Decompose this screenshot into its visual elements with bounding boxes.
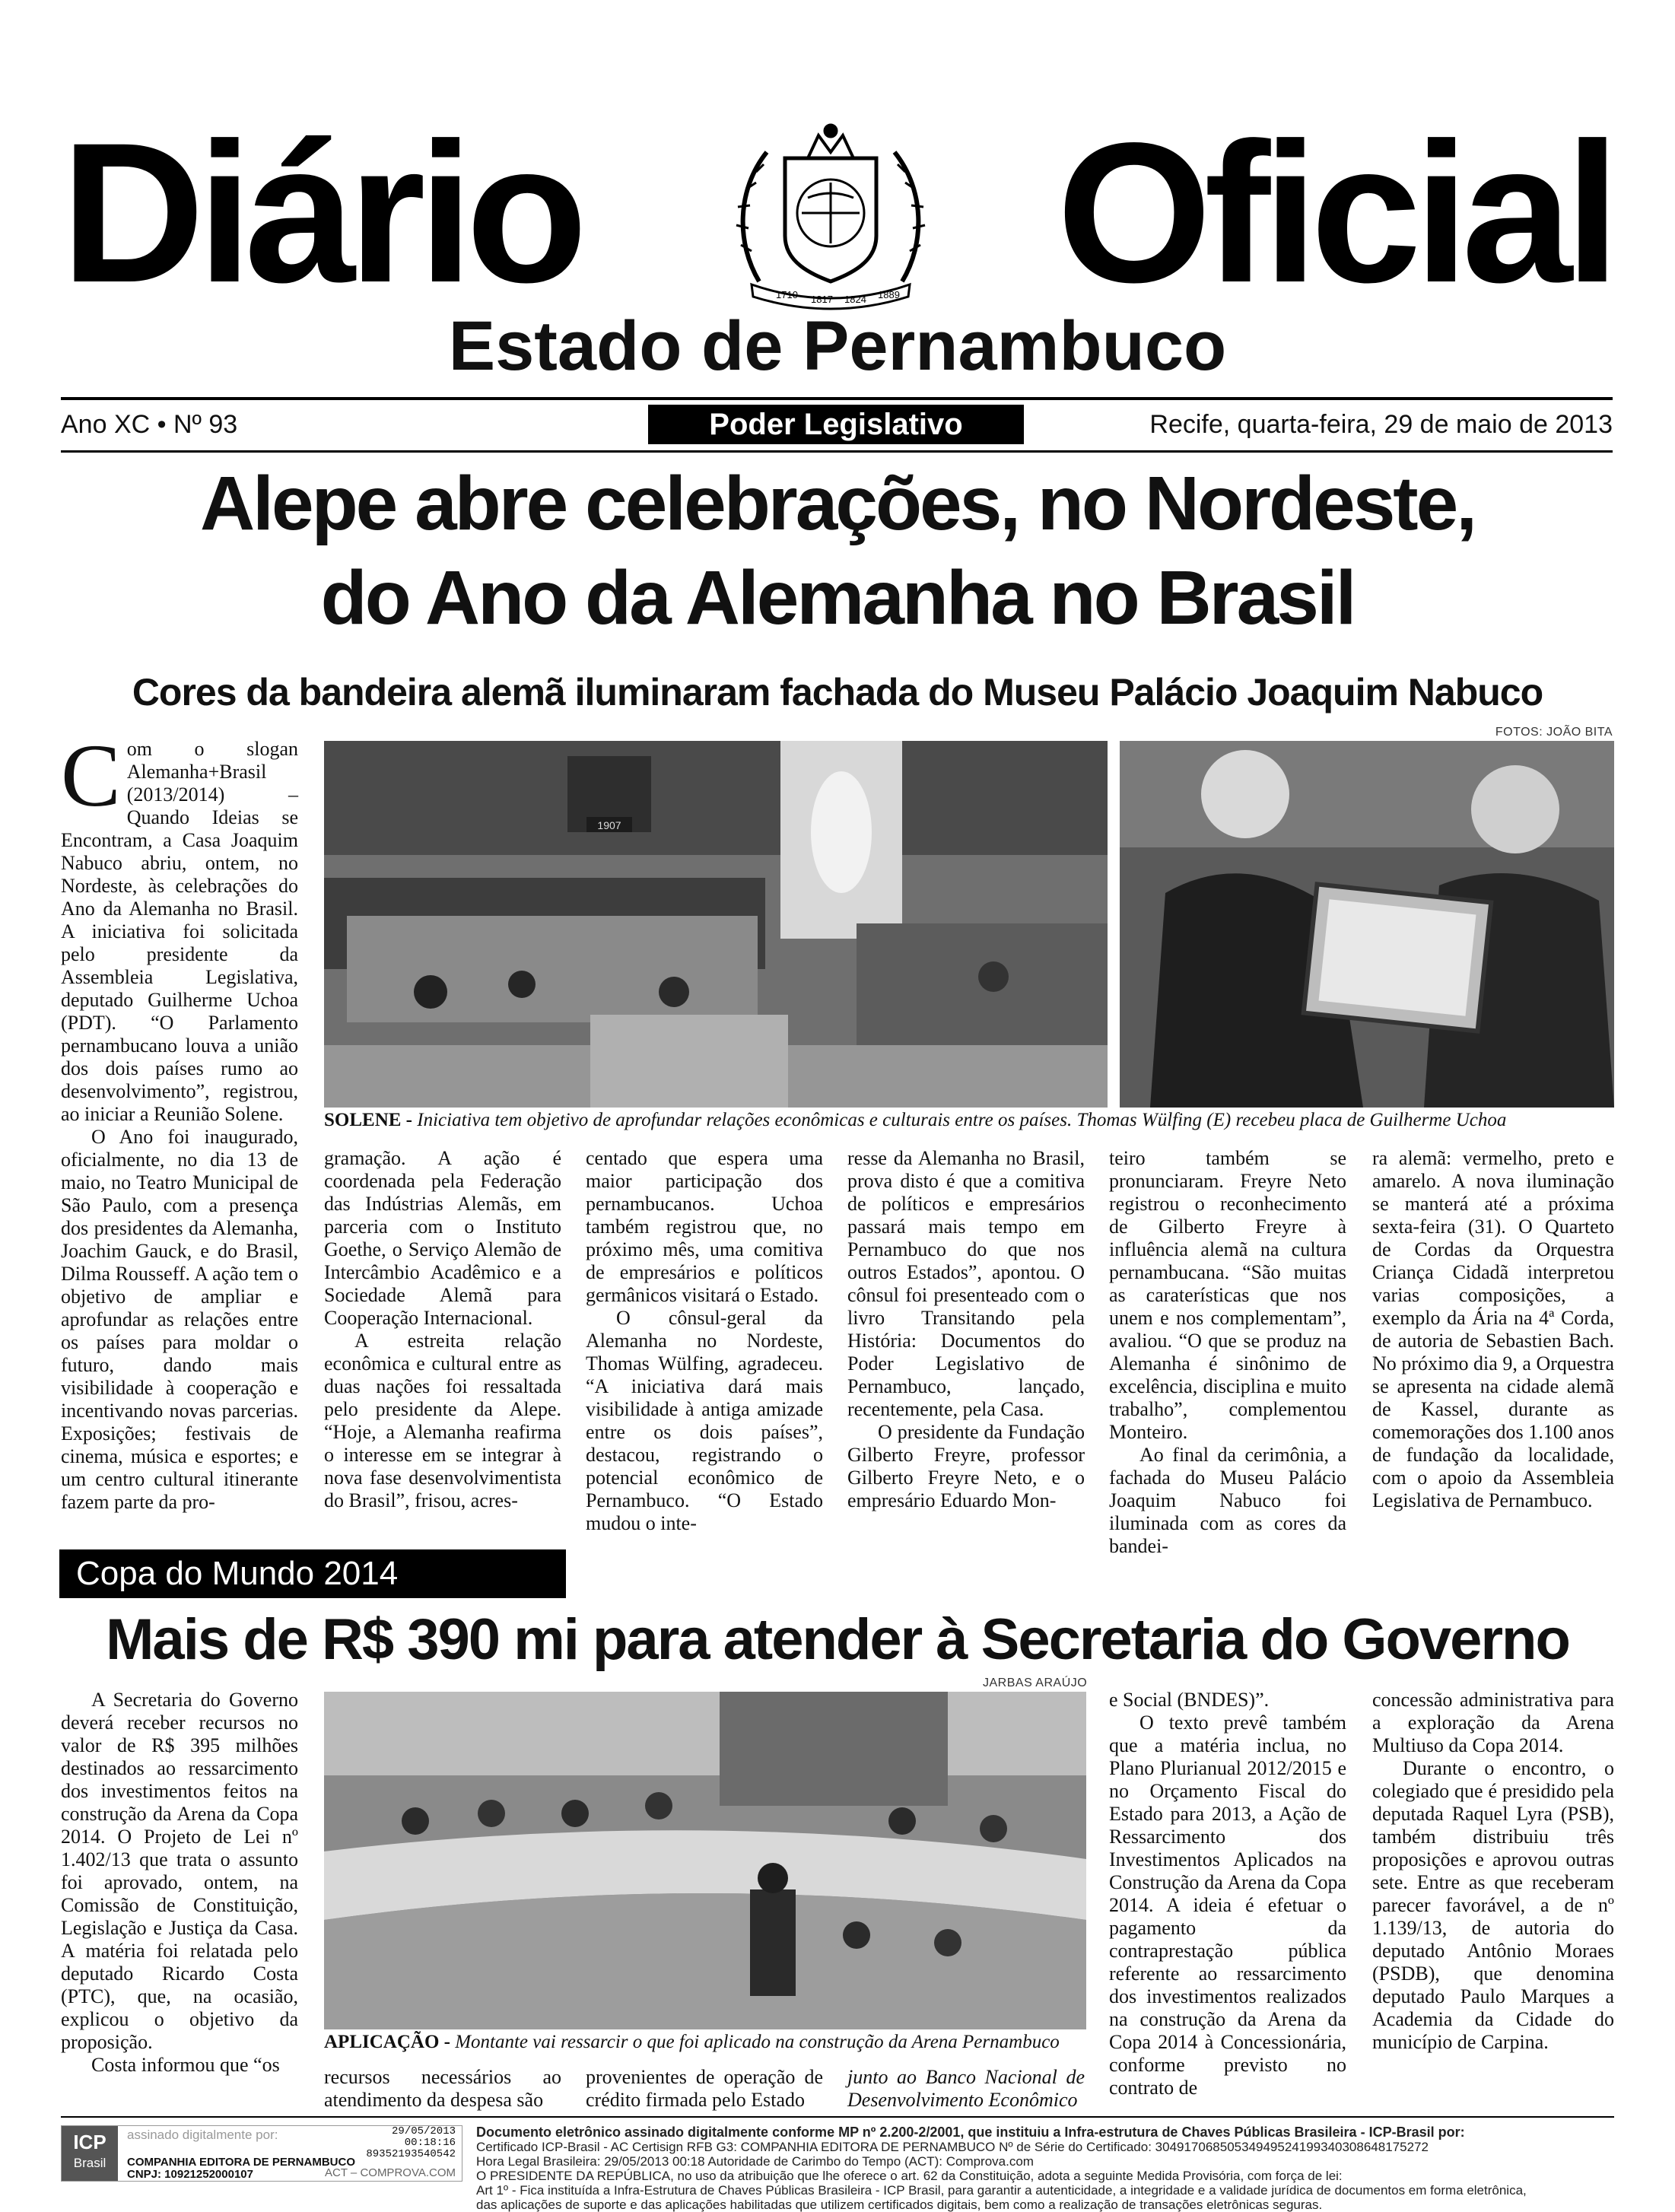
article2-column-3: provenientes de operação de crédito firmada pelo Estado [586, 2066, 823, 2111]
footer-line-3: Hora Legal Brasileira: 29/05/2013 00:18 Autoridade de Carimbo do Tempo (ACT): Comprova.com [476, 2154, 1034, 2169]
article2-col6-p2: Durante o encontro, o colegiado que é presidido pela deputada Raquel Lyra (PSB), também distribuiu três proposições e aprovou outras sete. Entre as que receberam parecer favorável, a de nº 1.139/13, de autoria do deputado Antônio Moraes (PSDB), que denomina deputado Paulo Marques a Academia da Cidade do município de Carpina. [1372, 1757, 1614, 2053]
article2-col6-p1: concessão administrativa para a exploração da Arena Multiuso da Copa 2014. [1372, 1689, 1614, 1756]
article1-caption-label: SOLENE - [324, 1110, 413, 1130]
article1-col2-p1: gramação. A ação é coordenada pela Federação das Indústrias Alemãs, em parceria com o Instituto Goethe, o Serviço Alemão de Intercâmbio Acadêmico e a Sociedade Alemã para Cooperação Internacional. [324, 1147, 561, 1329]
masthead-rule-top [61, 397, 1613, 400]
seal-year-1: 1710 [776, 289, 798, 300]
article1-column-6 [1372, 1147, 1614, 1520]
article1-headline [30, 456, 1645, 645]
article1-col3-p1: centado que espera uma maior participação dos pernambucanos. Uchoa também registrou que, no próximo mês, uma comitiva de empresários e políticos germânicos visitará o Estado. [586, 1147, 823, 1306]
article1-dropcap: C [61, 726, 121, 825]
footer-line-2: Certificado ICP-Brasil - AC Certisign RFB G3: COMPANHIA EDITORA DE PERNAMBUCO Nº de Série do Certificado: 30491706850534949524199340308648175272 [476, 2140, 1429, 2154]
article1-photo-credit: FOTOS: JOÃO BITA [1495, 726, 1613, 739]
article1-col2-p2: A estreita relação econômica e cultural entre as duas nações foi ressaltada pelo presidente da Alepe. “Hoje, a Alemanha reafirma o interesse em se integrar à nova fase desenvolvimentista do Brasil”, frisou, acres- [324, 1330, 561, 1511]
article2-col5-p2: O texto prevê também que a matéria inclua, no Plano Plurianual 2012/2015 e no Orçamento Fiscal do Estado para 2013, a Ação de Ressarcimento dos Investimentos Aplicados na Construção da Arena da Copa 2014. A ideia é efetuar o pagamento da contraprestação pública referente ao ressarcimento dos investimentos realizados na construção da Arena da Copa 2014 à Concessionária, conforme previsto no contrato de [1109, 1711, 1346, 2099]
article2-caption-text: Montante vai ressarcir o que foi aplicado na construção da Arena Pernambuco [455, 2032, 1060, 2052]
article1-col4-p2: O presidente da Fundação Gilberto Freyre, professor Gilberto Freyre Neto, e o empresário Eduardo Mon- [847, 1421, 1085, 1511]
article2-column-5 [1109, 1689, 1346, 2115]
article1-photo-session [324, 741, 1108, 1108]
masthead-title-left: Diário [61, 101, 580, 324]
edition-number: Ano XC • Nº 93 [61, 410, 238, 439]
footer-rule [61, 2116, 1614, 2118]
article2-col5-p1: e Social (BNDES)”. [1109, 1689, 1270, 1711]
section-label: Poder Legislativo [648, 405, 1024, 444]
article1-caption-text: Iniciativa tem objetivo de aprofundar relações econômicas e culturais entre os países. Thomas Wülfing (E) recebeu placa de Guilherme Uchoa [417, 1110, 1507, 1130]
place-date: Recife, quarta-feira, 29 de maio de 2013 [1149, 410, 1613, 439]
signature-legal-text [476, 2125, 1614, 2212]
footer-line-4: O PRESIDENTE DA REPÚBLICA, no uso da atribuição que lhe oferece o art. 62 da Constituição, adota a seguinte Medida Provisória, com força de lei: [476, 2169, 1343, 2183]
article2-caption [324, 2031, 1092, 2054]
article1-col1-p2: O Ano foi inaugurado, oficialmente, no dia 13 de maio, no Teatro Municipal de São Paulo, com a presença dos presidentes da Alemanha, Joachim Gauck, e do Brasil, Dilma Rousseff. A ação tem o objetivo de ampliar e aprofundar as relações entre os países para moldar o futuro, dando mais visibilidade à cooperação e incentivando novas parcerias. Exposições; festivais de cinema, música e esportes; e um centro cultural itinerante fazem parte da pro- [61, 1126, 298, 1513]
article1-column-2 [324, 1147, 561, 1520]
article1-col5-p1: teiro também se pronunciaram. Freyre Neto registrou o reconhecimento de Gilberto Freyre à influência alemã na cultura pernambucana. “São muitas as caraterísticas que nos unem e nos complementam”, avaliou. “O que se produz na Alemanha é sinônimo de excelência, disciplina e muito trabalho”, complementou Monteiro. [1109, 1147, 1346, 1443]
article1-column-1 [61, 726, 298, 1514]
icp-brasil-badge-icon: ICP Brasil [62, 2126, 118, 2181]
seal-year-4: 1889 [878, 289, 900, 300]
article1-col3-p2: O cônsul-geral da Alemanha no Nordeste, Thomas Wülfing, agradeceu. “A iniciativa dará mais visibilidade à antiga amizade entre os dois países”, destacou, registrando o potencial econômico de Pernambuco. “O Estado mudou o inte- [586, 1307, 823, 1534]
photo1-plaque-text: 1907 [597, 819, 621, 831]
article2-caption-label: APLICAÇÃO - [324, 2032, 450, 2052]
footer-line-5: Art 1º - Fica instituída a Infra-Estrutura de Chaves Públicas Brasileira - ICP Brasil, para garantir a autenticidade, a integridade e a validade jurídica de documentos em forma eletrônica, [476, 2183, 1527, 2198]
seal-year-2: 1817 [811, 294, 833, 305]
article1-col1-p1: om o slogan Alemanha+Brasil (2013/2014) – Quando Ideias se Encontram, a Casa Joaquim Nabuco abriu, ontem, no Nordeste, às celebrações do Ano da Alemanha no Brasil. A iniciativa foi solicitada pelo presidente da Assembleia Legislativa, deputado Guilherme Uchoa (PDT). “O Parlamento pernambucano louva a união dos dois países rumo ao desenvolvimento”, registrou, ao iniciar a Reunião Solene. [61, 738, 298, 1125]
article2-headline: Mais de R$ 390 mi para atender à Secretaria do Governo [106, 1607, 1569, 1672]
footer-line-6: das aplicações de suporte e das aplicações habilitadas que utilizem certificados digitais, bem como a realização de transações eletrônicas seguras. [476, 2198, 1323, 2212]
article2-photo-credit: JARBAS ARAÚJO [983, 1676, 1088, 1689]
article1-col6-p1: ra alemã: vermelho, preto e amarelo. A nova iluminação se manterá até a próxima sexta-feira (31). O Quarteto de Cordas da Orquestra Criança Cidadã interpretou varias composições, a exemplo da Ária na 4ª Corda, de autoria de Sebastien Bach. No próximo dia 9, a Orquestra se apresenta na cidade alemã de Kassel, durante as comemorações dos 1.100 anos de fundação da localidade, com o apoio da Assembleia Legislativa de Pernambuco. [1372, 1147, 1614, 1511]
article1-column-4 [847, 1147, 1085, 1520]
article2-col1-p1: A Secretaria do Governo deverá receber recursos no valor de R$ 395 milhões destinados ao ressarcimento dos investimentos feitos na construção da Arena da Copa 2014. O Projeto de Lei nº 1.402/13 que trata o assunto foi aprovado, ontem, na Comissão de Constituição, Legislação e Justiça da Casa. A matéria foi relatada pelo deputado Ricardo Costa (PTC), que, na ocasião, explicou o objetivo da proposição. [61, 1689, 298, 2053]
article1-caption [324, 1109, 1617, 1132]
article2-column-4: junto ao Banco Nacional de Desenvolvimento Econômico [847, 2066, 1085, 2111]
article2-photo-commission [324, 1692, 1086, 2029]
article2-column-2: recursos necessários ao atendimento da despesa são [324, 2066, 561, 2111]
article1-headline-line1: Alepe abre celebrações, no Nordeste, [199, 461, 1476, 546]
act-label: ACT – COMPROVA.COM [325, 2166, 456, 2179]
masthead-title-right: Oficial [1057, 101, 1613, 324]
masthead-rule-bottom [61, 450, 1613, 453]
article1-headline-line2: do Ano da Alemanha no Brasil [320, 555, 1355, 640]
article2-kicker: Copa do Mundo 2014 [59, 1549, 566, 1598]
article1-col5-p2: Ao final da cerimônia, a fachada do Museu Palácio Joaquim Nabuco foi iluminada com as cores da bandei- [1109, 1444, 1346, 1557]
seal-year-3: 1824 [844, 294, 866, 305]
signature-stamp [61, 2125, 462, 2182]
signed-by-label: assinado digitalmente por: [127, 2128, 278, 2142]
masthead-subtitle: Estado de Pernambuco [448, 307, 1227, 385]
article1-col4-p1: resse da Alemanha no Brasil, prova disto é que a comitiva de políticos e empresários passará mais tempo em Pernambuco do que nos outros Estados”, apontou. O cônsul foi presenteado com o livro Transitando pela História: Documentos do Poder Legislativo de Pernambuco, lançado, recentemente, pela Casa. [847, 1147, 1085, 1420]
signer-company: COMPANHIA EDITORA DE PERNAMBUCO CNPJ: 10921252000107 [127, 2156, 356, 2181]
article1-column-5 [1109, 1147, 1346, 1557]
signature-timestamp: 29/05/2013 00:18:16 89352193540542 [366, 2125, 456, 2160]
article1-column-3 [586, 1147, 823, 1534]
article2-column-6 [1372, 1689, 1614, 2115]
article1-photo-plaque [1120, 741, 1614, 1108]
state-seal-icon [729, 122, 933, 304]
article2-col1-p2: Costa informou que “os [91, 2054, 280, 2076]
article1-deck: Cores da bandeira alemã iluminaram fachada do Museu Palácio Joaquim Nabuco [132, 671, 1543, 713]
article2-column-1 [61, 1689, 298, 2115]
footer-line-1: Documento eletrônico assinado digitalmente conforme MP nº 2.200-2/2001, que instituiu a Infra-estrutura de Chaves Públicas Brasileira - ICP-Brasil por: [476, 2125, 1465, 2140]
